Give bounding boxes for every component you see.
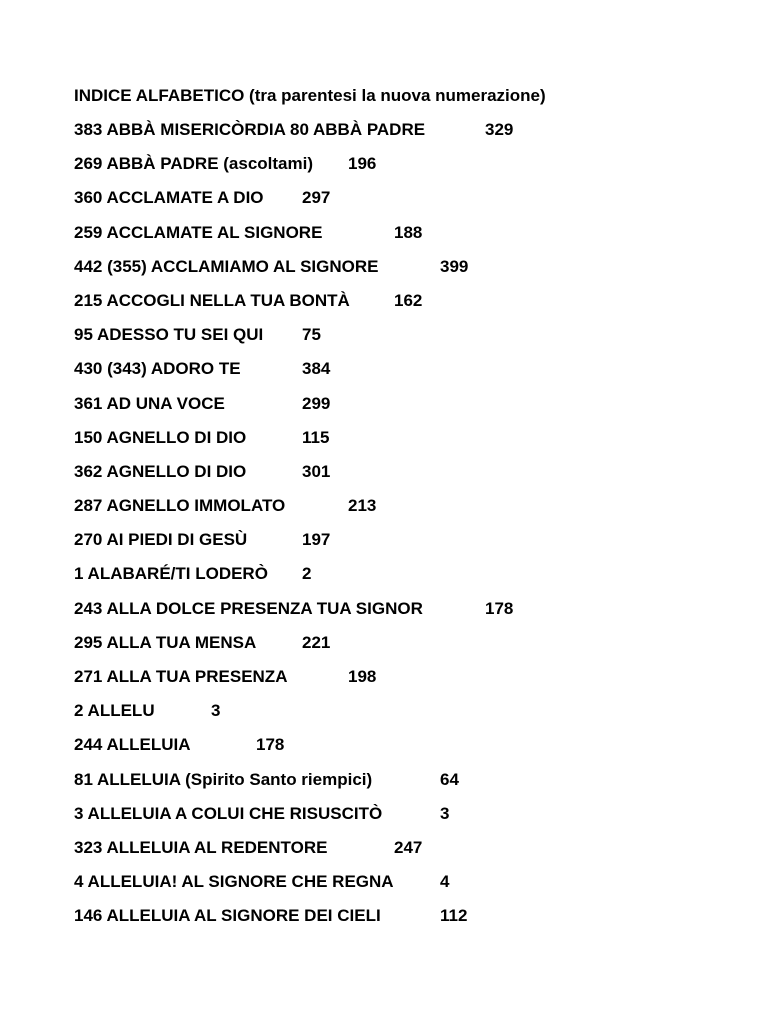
entry-number: 75 <box>302 325 321 345</box>
entry-number: 384 <box>302 359 331 379</box>
entry-label: 287 AGNELLO IMMOLATO <box>74 496 286 516</box>
entry-label: 259 ACCLAMATE AL SIGNORE <box>74 222 323 242</box>
entry-number: 213 <box>348 496 377 516</box>
entry-label: 430 (343) ADORO TE <box>74 359 241 379</box>
entry-number: 247 <box>394 837 423 857</box>
entry-number: 301 <box>302 461 331 481</box>
entry-label: 383 ABBÀ MISERICÒRDIA 80 ABBÀ PADRE <box>74 120 426 139</box>
entry-label: 1 ALABARÉ/TI LODERÒ <box>74 564 268 584</box>
entry-label: 2 ALLELU <box>74 701 155 721</box>
entry-number: 297 <box>302 188 331 208</box>
entry-label: 323 ALLELUIA AL REDENTORE <box>74 837 328 857</box>
entry-number: 178 <box>485 598 514 618</box>
entry-label: 95 ADESSO TU SEI QUI <box>74 325 264 345</box>
entry-number: 162 <box>394 290 423 310</box>
entry-number: 178 <box>256 735 285 755</box>
entry-number: 399 <box>440 256 469 276</box>
entry-number: 196 <box>348 154 377 174</box>
entry-label: 442 (355) ACCLAMIAMO AL SIGNORE <box>74 256 379 276</box>
entry-number: 2 <box>302 564 312 584</box>
entry-number: 198 <box>348 667 377 686</box>
entry-number: 3 <box>211 701 221 721</box>
entry-number: 3 <box>440 803 450 823</box>
entry-number: 329 <box>485 120 514 139</box>
entry-number: 112 <box>440 906 468 926</box>
entry-number: 299 <box>302 393 331 413</box>
entry-label: 269 ABBÀ PADRE (ascoltami) <box>74 154 314 174</box>
entry-label: 295 ALLA TUA MENSA <box>74 632 257 652</box>
entry-number: 197 <box>302 530 331 550</box>
entry-label: 215 ACCOGLI NELLA TUA BONTÀ <box>74 290 350 310</box>
entry-number: 64 <box>440 769 459 789</box>
entry-number: 115 <box>302 427 330 447</box>
entry-label: 150 AGNELLO DI DIO <box>74 427 247 447</box>
index-title: INDICE ALFABETICO (tra parentesi la nuova numerazione) <box>74 86 546 105</box>
entry-number: 188 <box>394 222 423 242</box>
entry-label: 3 ALLELUIA A COLUI CHE RISUSCITÒ <box>74 803 383 823</box>
entry-label: 361 AD UNA VOCE <box>74 393 225 413</box>
entry-label: 4 ALLELUIA! AL SIGNORE CHE REGNA <box>74 872 394 892</box>
entry-label: 146 ALLELUIA AL SIGNORE DEI CIELI <box>74 906 381 926</box>
entry-number: 4 <box>440 872 450 892</box>
entry-label: 360 ACCLAMATE A DIO <box>74 188 264 208</box>
entry-label: 81 ALLELUIA (Spirito Santo riempici) <box>74 769 373 789</box>
entry-label: 244 ALLELUIA <box>74 735 191 755</box>
entry-number: 221 <box>302 632 331 652</box>
entry-label: 271 ALLA TUA PRESENZA <box>74 667 288 686</box>
entry-label: 270 AI PIEDI DI GESÙ <box>74 530 248 550</box>
entry-label: 362 AGNELLO DI DIO <box>74 461 247 481</box>
entry-label: 243 ALLA DOLCE PRESENZA TUA SIGNOR <box>74 598 423 618</box>
